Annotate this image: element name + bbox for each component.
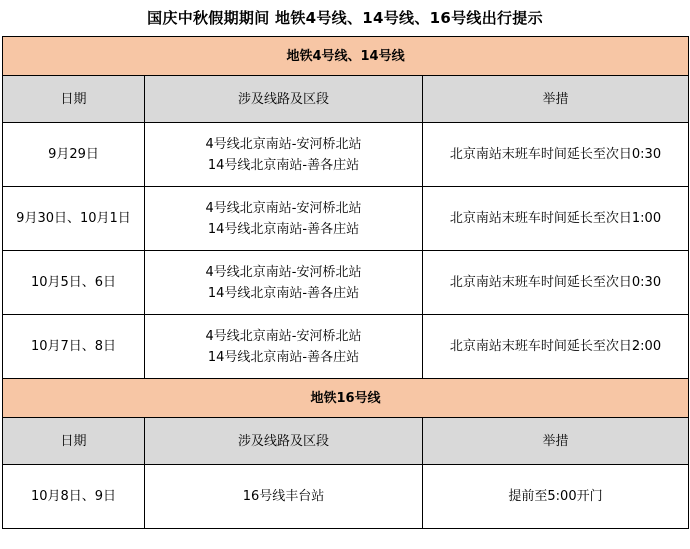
measure-cell: 北京南站末班车时间延长至次日0:30 <box>423 251 689 315</box>
date-cell: 9月30日、10月1日 <box>3 187 145 251</box>
measure-cell: 北京南站末班车时间延长至次日1:00 <box>423 187 689 251</box>
table-row <box>3 123 689 187</box>
column-header-lines: 涉及线路及区段 <box>145 76 423 123</box>
lines-cell <box>145 123 423 187</box>
lines-cell <box>145 251 423 315</box>
column-header-measure: 举措 <box>423 418 689 465</box>
column-header-lines: 涉及线路及区段 <box>145 418 423 465</box>
line-segment: 4号线北京南站-安河桥北站 <box>205 200 362 216</box>
column-header-row <box>3 418 689 465</box>
date-cell: 9月29日 <box>3 123 145 187</box>
measure-cell: 北京南站末班车时间延长至次日2:00 <box>423 315 689 379</box>
section-header-row <box>3 37 689 76</box>
line-segment: 16号线丰台站 <box>242 489 325 504</box>
line-segment: 14号线北京南站-善各庄站 <box>207 349 360 365</box>
table-row <box>3 187 689 251</box>
date-cell: 10月8日、9日 <box>3 465 145 529</box>
line-segment: 14号线北京南站-善各庄站 <box>207 285 360 301</box>
column-header-measure: 举措 <box>423 76 689 123</box>
section-header-row <box>3 379 689 418</box>
line-segment: 4号线北京南站-安河桥北站 <box>205 328 362 344</box>
section-title: 地铁4号线、14号线 <box>3 37 689 76</box>
lines-cell <box>145 187 423 251</box>
line-segment: 4号线北京南站-安河桥北站 <box>205 136 362 152</box>
line-segment: 4号线北京南站-安河桥北站 <box>205 264 362 280</box>
table-row <box>3 315 689 379</box>
column-header-date: 日期 <box>3 76 145 123</box>
lines-cell <box>145 465 423 529</box>
line-segment: 14号线北京南站-善各庄站 <box>207 157 360 173</box>
measure-cell: 提前至5:00开门 <box>423 465 689 529</box>
table-row <box>3 251 689 315</box>
measure-cell: 北京南站末班车时间延长至次日0:30 <box>423 123 689 187</box>
schedule-table <box>2 36 689 529</box>
date-cell: 10月5日、6日 <box>3 251 145 315</box>
line-segment: 14号线北京南站-善各庄站 <box>207 221 360 237</box>
section-title: 地铁16号线 <box>3 379 689 418</box>
column-header-row <box>3 76 689 123</box>
page-title: 国庆中秋假期期间 地铁4号线、14号线、16号线出行提示 <box>147 8 543 27</box>
table-row <box>3 465 689 529</box>
lines-cell <box>145 315 423 379</box>
date-cell: 10月7日、8日 <box>3 315 145 379</box>
column-header-date: 日期 <box>3 418 145 465</box>
